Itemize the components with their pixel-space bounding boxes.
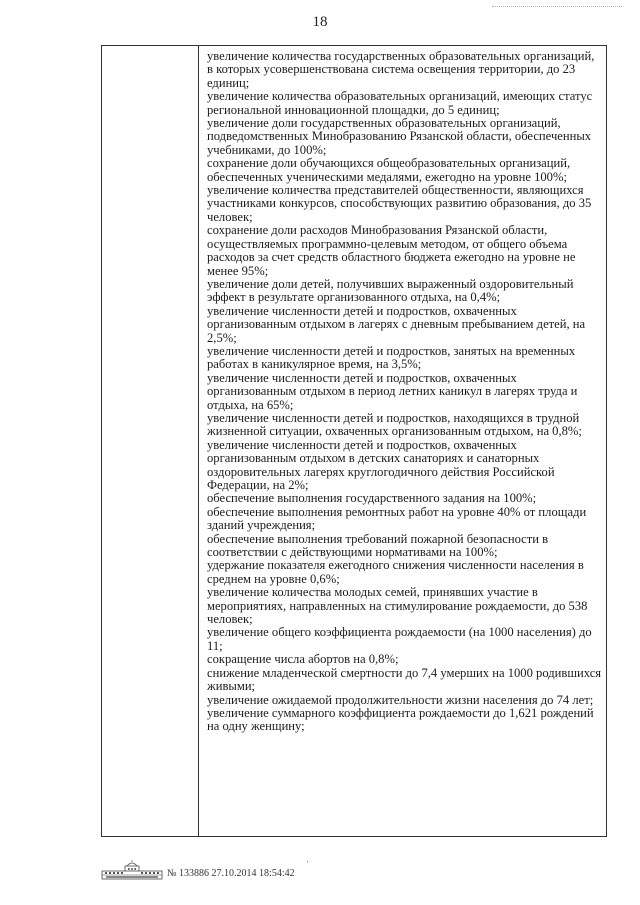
list-item: увеличение количества представителей общественности, являющихся участниками конкурсов, способствующих развитию образования, до 35 человек; (207, 183, 592, 224)
list-item: сохранение доли расходов Минобразования Рязанской области, осуществляемых программно-целевым методом, от общего объема расходов за счет средств областного бюджета ежегодно на уровне не менее 95%; (207, 223, 576, 278)
list-item: увеличение общего коэффициента рождаемости (на 1000 населения) до 11; (207, 625, 592, 653)
list-item: увеличение ожидаемой продолжительности жизни населения до 74 лет; (207, 692, 594, 707)
scan-artifact-mark: ⋅ (306, 857, 310, 867)
footer-stamp (101, 860, 361, 880)
list-item: увеличение количества государственных образовательных организаций, в которых усовершенствована система освещения территории, до 23 единиц; (207, 49, 595, 90)
list-item: увеличение численности детей и подростков, находящихся в трудной жизненной ситуации, охваченных организованным отдыхом, на 0,8%; (207, 410, 582, 439)
document-table (101, 45, 607, 837)
list-item: увеличение доли детей, получивших выраженный оздоровительный эффект в результате организованного отдыха, на 0,4%; (207, 276, 574, 305)
list-item: обеспечение выполнения требований пожарной безопасности в соответствии с действующими нормативами на 100%; (207, 531, 549, 560)
list-item: увеличение доли государственных образовательных организаций, подведомственных Минобразованию Рязанской области, обеспеченных учебниками, до 100%; (207, 116, 592, 157)
list-item: обеспечение выполнения ремонтных работ на уровне 40% от площади зданий учреждения; (207, 504, 587, 533)
table-right-column (207, 50, 602, 734)
list-item: увеличение суммарного коэффициента рождаемости до 1,621 рождений на одну женщину; (207, 705, 594, 734)
list-item: сохранение доли обучающихся общеобразовательных организаций, обеспеченных ученическими медалями, ежегодно на уровне 100%; (207, 156, 571, 184)
list-item: снижение младенческой смертности до 7,4 умерших на 1000 родившихся живыми; (207, 665, 602, 694)
registration-stamp-text: № 133886 27.10.2014 18:54:42 (167, 868, 295, 879)
list-item: увеличение количества образовательных организаций, имеющих статус региональной инновационной площадки, до 5 единиц; (207, 89, 593, 117)
list-item: обеспечение выполнения государственного задания на 100%; (207, 491, 537, 506)
page-number: 18 (312, 14, 328, 30)
list-item: увеличение численности детей и подростков, охваченных организованным отдыхом в детских санаториях и санаторных оздоровительных лагерях круглогодичного действия Российской Федерации, на 2%; (207, 437, 555, 492)
list-item: удержание показателя ежегодного снижения численности населения в среднем на уровне 0,6%; (207, 558, 584, 586)
list-item: увеличение численности детей и подростков, охваченных организованным отдыхом в лагерях с дневным пребыванием детей, на 2,5%; (207, 303, 586, 345)
list-item: увеличение количества молодых семей, принявших участие в мероприятиях, направленных на стимулирование рождаемости, до 538 человек; (207, 585, 588, 627)
list-item: сокращение числа абортов на 0,8%; (207, 652, 399, 667)
list-item: увеличение численности детей и подростков, охваченных организованным отдыхом в период летних каникул в лагерях труда и отдыха, на 65%; (207, 370, 578, 412)
scan-artifact (492, 6, 622, 11)
table-left-column (102, 46, 199, 836)
government-building-stamp-icon (101, 860, 163, 880)
list-item: увеличение численности детей и подростков, занятых на временных работах в каникулярное время, на 3,5%; (207, 343, 576, 372)
